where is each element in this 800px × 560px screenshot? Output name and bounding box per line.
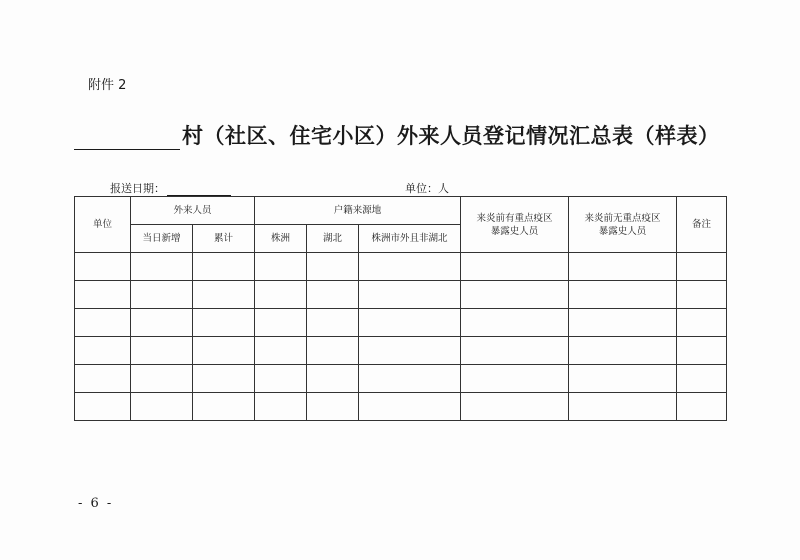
table-cell xyxy=(569,253,677,281)
table-row xyxy=(75,337,727,365)
header-cumulative: 累计 xyxy=(193,225,255,253)
page-number: - 6 - xyxy=(78,496,114,511)
table-cell xyxy=(75,309,131,337)
table-cell xyxy=(193,281,255,309)
table-cell xyxy=(193,253,255,281)
header-zhuzhou: 株洲 xyxy=(255,225,307,253)
table-cell xyxy=(75,253,131,281)
submit-date-label: 报送日期： xyxy=(110,182,165,195)
table-cell xyxy=(677,281,727,309)
header-hubei: 湖北 xyxy=(307,225,359,253)
table-cell xyxy=(255,309,307,337)
attachment-label: 附件 2 xyxy=(88,78,127,93)
header-outside-zhuzhou-not-hubei: 株洲市外且非湖北 xyxy=(359,225,461,253)
title-text: 村（社区、住宅小区）外来人员登记情况汇总表（样表） xyxy=(182,124,720,148)
table-cell xyxy=(359,365,461,393)
header-unit: 单位 xyxy=(75,197,131,253)
header-without-exposure xyxy=(569,197,677,253)
table-row xyxy=(75,253,727,281)
table-cell xyxy=(461,365,569,393)
summary-table xyxy=(74,196,727,421)
table-cell xyxy=(677,253,727,281)
table-cell xyxy=(307,309,359,337)
table-cell xyxy=(255,253,307,281)
table-cell xyxy=(193,393,255,421)
table-cell xyxy=(677,337,727,365)
table-cell xyxy=(307,337,359,365)
header-row-1 xyxy=(75,197,727,225)
unit-label: 单位：人 xyxy=(405,182,449,195)
table-cell xyxy=(255,393,307,421)
table-cell xyxy=(569,281,677,309)
header-remarks: 备注 xyxy=(677,197,727,253)
table-cell xyxy=(359,309,461,337)
table-cell xyxy=(307,281,359,309)
table-cell xyxy=(131,365,193,393)
table-cell xyxy=(75,365,131,393)
table-cell xyxy=(131,281,193,309)
table-cell xyxy=(677,393,727,421)
table-cell xyxy=(255,365,307,393)
table-cell xyxy=(193,365,255,393)
header-without-exposure-line2: 暴露史人员 xyxy=(598,225,647,237)
header-with-exposure-line1: 来炎前有重点疫区 xyxy=(476,212,553,224)
table-cell xyxy=(569,365,677,393)
header-without-exposure-line1: 来炎前无重点疫区 xyxy=(584,212,661,224)
table-cell xyxy=(75,337,131,365)
document-title xyxy=(74,118,734,150)
table-cell xyxy=(307,393,359,421)
table-cell xyxy=(461,309,569,337)
table-cell xyxy=(569,309,677,337)
submit-date-blank xyxy=(167,183,231,196)
table-cell xyxy=(359,281,461,309)
table-cell xyxy=(461,337,569,365)
table-cell xyxy=(131,309,193,337)
table-cell xyxy=(569,337,677,365)
table-cell xyxy=(307,253,359,281)
table-cell xyxy=(677,309,727,337)
table-row xyxy=(75,393,727,421)
table-row xyxy=(75,309,727,337)
header-with-exposure-line2: 暴露史人员 xyxy=(490,225,539,237)
table-cell xyxy=(359,253,461,281)
table-cell xyxy=(193,309,255,337)
table-cell xyxy=(359,393,461,421)
table-cell xyxy=(131,253,193,281)
table-cell xyxy=(461,253,569,281)
table-cell xyxy=(569,393,677,421)
table-cell xyxy=(359,337,461,365)
table-cell xyxy=(461,281,569,309)
table-cell xyxy=(677,365,727,393)
table-cell xyxy=(307,365,359,393)
header-outsiders: 外来人员 xyxy=(131,197,255,225)
table-cell xyxy=(131,337,193,365)
submit-date xyxy=(110,180,231,196)
table-cell xyxy=(193,337,255,365)
header-new-today: 当日新增 xyxy=(131,225,193,253)
table-cell xyxy=(75,281,131,309)
table-cell xyxy=(75,393,131,421)
table-cell xyxy=(255,337,307,365)
table-cell xyxy=(131,393,193,421)
header-with-exposure xyxy=(461,197,569,253)
table-cell xyxy=(255,281,307,309)
table-row xyxy=(75,281,727,309)
header-origin: 户籍来源地 xyxy=(255,197,461,225)
table-row xyxy=(75,365,727,393)
village-name-blank xyxy=(74,123,180,150)
table-cell xyxy=(461,393,569,421)
